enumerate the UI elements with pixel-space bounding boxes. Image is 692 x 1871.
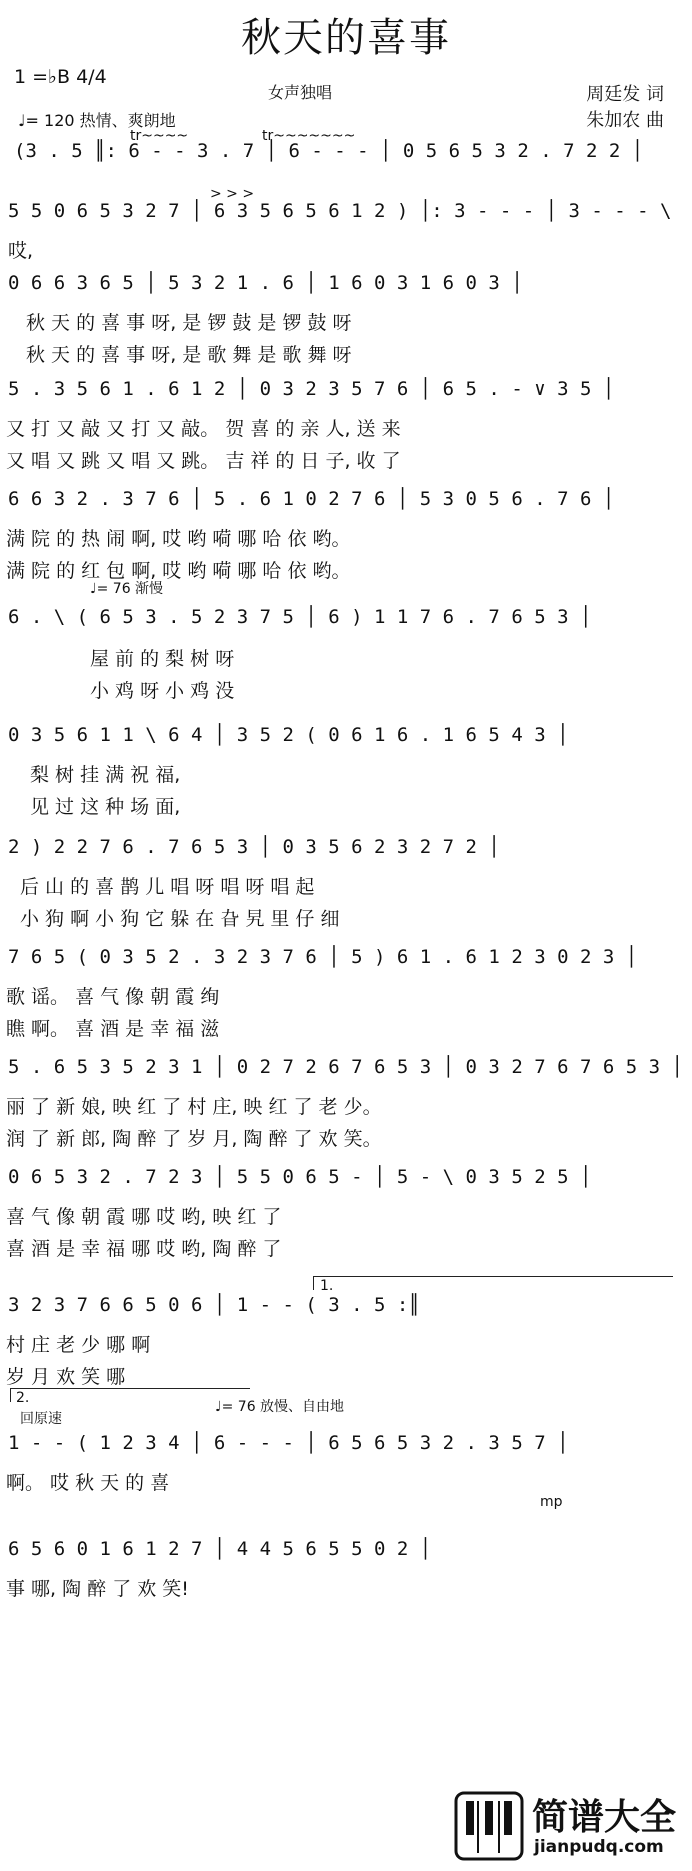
lyricist-credit: 周廷发 词 bbox=[586, 84, 664, 105]
lyric-line: 屋 前 的 梨 树 呀 bbox=[90, 648, 235, 670]
lyric-line: 瞧 啊。 喜 酒 是 幸 福 滋 bbox=[6, 1018, 220, 1040]
notation-line: 5 . 3 5 6 1 . 6 1 2 │ 0 3 2 3 5 7 6 │ 6 5 . - ∨ 3 5 │ bbox=[8, 378, 615, 400]
notation-line: 3 2 3 7 6 6 5 0 6 │ 1 - - ( 3 . 5 :║ bbox=[8, 1294, 420, 1316]
performance-type: 女声独唱 bbox=[268, 83, 333, 102]
lyric-line: 喜 气 像 朝 霞 哪 哎 哟, 映 红 了 bbox=[6, 1206, 282, 1228]
lyric-line: 歌 谣。 喜 气 像 朝 霞 绚 bbox=[6, 986, 220, 1008]
lyric-line: 满 院 的 热 闹 啊, 哎 哟 嗬 哪 哈 依 哟。 bbox=[6, 528, 351, 550]
key-signature: 1 =♭B 4/4 bbox=[14, 66, 107, 88]
notation-line: 6 6 3 2 . 3 7 6 │ 5 . 6 1 0 2 7 6 │ 5 3 0 5 6 . 7 6 │ bbox=[8, 488, 615, 510]
notation-line: 5 . 6 5 3 5 2 3 1 │ 0 2 7 2 6 7 6 5 3 │ 0 3 2 7 6 7 6 5 3 │ bbox=[8, 1056, 683, 1078]
accent-marks: > > > bbox=[210, 186, 255, 202]
watermark-url: jianpudq.com bbox=[534, 1837, 664, 1857]
lyric-line: 喜 酒 是 幸 福 哪 哎 哟, 陶 醉 了 bbox=[6, 1238, 282, 1260]
lyric-line: 后 山 的 喜 鹊 儿 唱 呀 唱 呀 唱 起 bbox=[20, 876, 315, 898]
dynamic-mp: mp bbox=[540, 1494, 563, 1510]
lyric-line: 丽 了 新 娘, 映 红 了 村 庄, 映 红 了 老 少。 bbox=[6, 1096, 382, 1118]
site-watermark bbox=[454, 1787, 686, 1865]
tempo-change: ♩= 76 渐慢 bbox=[90, 581, 164, 597]
notation-line: 0 3 5 6 1 1 \ 6 4 │ 3 5 2 ( 0 6 1 6 . 1 6 5 4 3 │ bbox=[8, 724, 569, 746]
lyric-line: 润 了 新 郎, 陶 醉 了 岁 月, 陶 醉 了 欢 笑。 bbox=[6, 1128, 382, 1150]
lyric-line: 村 庄 老 少 哪 啊 bbox=[6, 1334, 151, 1356]
notation-line: 0 6 6 3 6 5 │ 5 3 2 1 . 6 │ 1 6 0 3 1 6 0 3 │ bbox=[8, 272, 523, 294]
lyric-line: 见 过 这 种 场 面, bbox=[30, 796, 181, 818]
lyric-line: 哎, bbox=[8, 240, 34, 262]
notation-line: (3 . 5 ║: 6 - - 3 . 7 │ 6 - - - │ 0 5 6 5 3 2 . 7 2 2 │ bbox=[14, 140, 644, 162]
trill-mark: tr~~~~ bbox=[130, 128, 189, 144]
trill-mark: tr~~~~~~~ bbox=[262, 128, 356, 144]
volta-2-bracket-edge bbox=[10, 1388, 11, 1402]
tempo-marking: ♩= 120 热情、爽朗地 bbox=[18, 111, 176, 130]
notation-line: 5 5 0 6 5 3 2 7 │ 6 3 5 6 5 6 1 2 ) │: 3 - - - │ 3 - - - \ bbox=[8, 200, 672, 222]
lyric-line: 梨 树 挂 满 祝 福, bbox=[30, 764, 181, 786]
lyric-line: 满 院 的 红 包 啊, 哎 哟 嗬 哪 哈 依 哟。 bbox=[6, 560, 351, 582]
piano-keys-icon bbox=[454, 1791, 524, 1861]
notation-line: 6 5 6 0 1 6 1 2 7 │ 4 4 5 6 5 5 0 2 │ bbox=[8, 1538, 432, 1560]
volta-1-bracket bbox=[313, 1276, 673, 1277]
lyric-line: 又 打 又 敲 又 打 又 敲。 贺 喜 的 亲 人, 送 来 bbox=[6, 418, 401, 440]
volta-1: 1. bbox=[320, 1278, 334, 1294]
lyric-line: 秋 天 的 喜 事 呀, 是 歌 舞 是 歌 舞 呀 bbox=[26, 344, 352, 366]
lyric-line: 啊。 哎 秋 天 的 喜 bbox=[6, 1472, 170, 1494]
notation-line: 1 - - ( 1 2 3 4 │ 6 - - - │ 6 5 6 5 3 2 . 3 5 7 │ bbox=[8, 1432, 569, 1454]
tempo-free: ♩= 76 放慢、自由地 bbox=[215, 1399, 345, 1415]
watermark-name: 简谱大全 bbox=[532, 1797, 677, 1838]
page-title: 秋天的喜事 bbox=[241, 15, 451, 61]
lyric-line: 秋 天 的 喜 事 呀, 是 锣 鼓 是 锣 鼓 呀 bbox=[26, 312, 352, 334]
volta-2: 2. bbox=[16, 1390, 30, 1406]
lyric-line: 事 哪, 陶 醉 了 欢 笑! bbox=[6, 1578, 189, 1600]
lyric-line: 又 唱 又 跳 又 唱 又 跳。 吉 祥 的 日 子, 收 了 bbox=[6, 450, 401, 472]
volta-1-bracket-edge bbox=[313, 1276, 314, 1290]
notation-line: 0 6 5 3 2 . 7 2 3 │ 5 5 0 6 5 - │ 5 - \ 0 3 5 2 5 │ bbox=[8, 1166, 592, 1188]
restore-tempo: 回原速 bbox=[20, 1411, 62, 1427]
lyric-line: 小 狗 啊 小 狗 它 躲 在 旮 旯 里 仔 细 bbox=[20, 908, 340, 930]
notation-line: 7 6 5 ( 0 3 5 2 . 3 2 3 7 6 │ 5 ) 6 1 . 6 1 2 3 0 2 3 │ bbox=[8, 946, 638, 968]
lyric-line: 岁 月 欢 笑 哪 bbox=[6, 1366, 126, 1388]
lyric-line: 小 鸡 呀 小 鸡 没 bbox=[90, 680, 235, 702]
notation-line: 6 . \ ( 6 5 3 . 5 2 3 7 5 │ 6 ) 1 1 7 6 . 7 6 5 3 │ bbox=[8, 606, 592, 628]
notation-line: 2 ) 2 2 7 6 . 7 6 5 3 │ 0 3 5 6 2 3 2 7 2 │ bbox=[8, 836, 500, 858]
composer-credit: 朱加农 曲 bbox=[586, 110, 664, 131]
